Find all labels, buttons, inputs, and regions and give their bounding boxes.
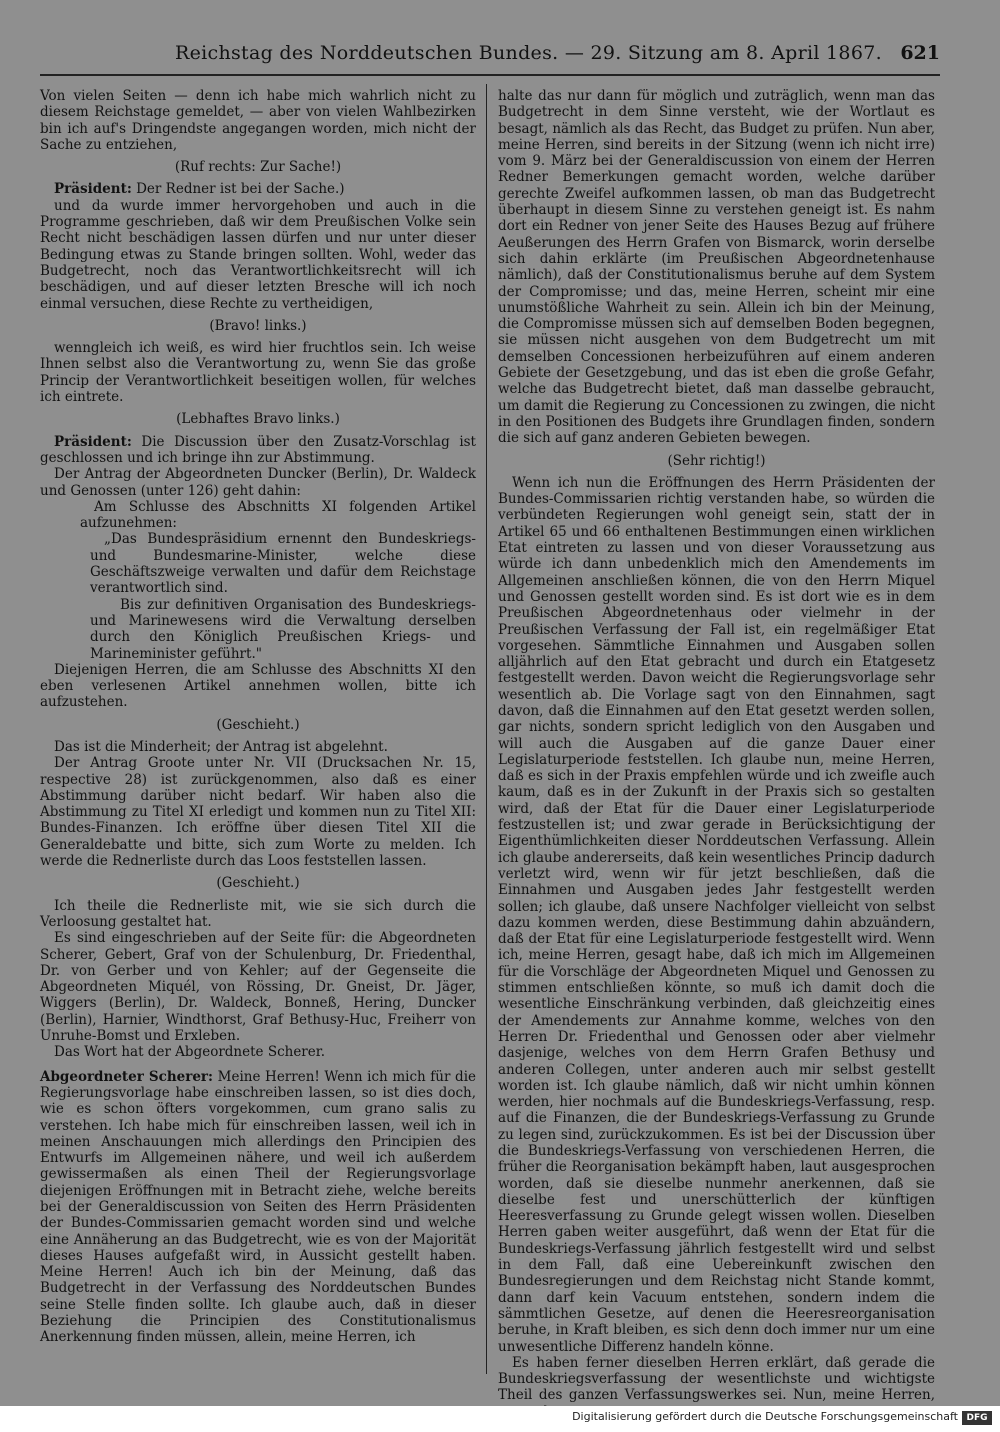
paragraph-text: Bis zur definitiven Organisation des Bundeskriegs- und Marinewesens wird die Verwaltung derselben durch den Königlich Preußischen Kriegs- und Marineminister geführt." [90,596,476,662]
interjection [40,411,476,427]
paragraph [40,340,476,405]
dfg-logo: DFG [962,1411,992,1425]
interjection [40,318,476,334]
motion-text [40,499,476,532]
paragraph-text: halte das nur dann für möglich und zuträglich, wenn man das Budgetrecht in dem Sinne versteht, wie der Wortlaut es besagt, nämlich als das Recht, das Budget zu prüfen. Nun aber, meine Herren, sind bereits in der Sitzung (wenn ich nicht irre) vom 9. März bei der Generaldiscussion von einem der Herren Redner Bemerkungen gemacht worden, welche darüber gerechte Zweifel aufkommen lassen, ob man das Budgetrecht überhaupt in diesem Sinne zu verstehen geneigt ist. Es nahm dort ein Redner von jener Seite des Hauses Bezug auf frühere Aeußerungen des Herrn Grafen von Bismarck, worin derselbe sich dahin erklärte (im Preußischen Abgeordnetenhause nämlich), daß der Constitutionalismus beruhe auf dem System der Compromisse; und das, meine Herren, scheint mir eine unumstößliche Wahrheit zu sein. Allein ich bin der Meinung, die Compromisse müssen sich auf demselben Boden begegnen, sie müssen nicht ausgehen von dem Budgetrecht um mit demselben Concessionen herbeizuführen auf einem anderen Gebiete der Gesetzgebung, und das ist eben die große Gefahr, welche das Budgetrecht bietet, daß man dasselbe gebraucht, um damit die Regierung zu Concessionen zu zwingen, die nicht in den Positionen des Budgets ihre Grundlagen finden, sondern die sich auf ganz anderen Gebieten bewegen. [498,88,935,447]
paragraph-text: Der Redner ist bei der Sache.) [131,181,345,198]
paragraph-text: Ich theile die Rednerliste mit, wie sie sich durch die Verloosung gestaltet hat. [40,897,476,930]
paragraph-text: Von vielen Seiten — denn ich habe mich wahrlich nicht zu diesem Reichstage gemeldet, — aber von vielen Wahlbezirken bin ich auf's Dringendste angegangen worden, mich nicht der Sache zu entziehen, [40,88,476,153]
column-divider [486,84,487,1374]
paragraph-text: Diejenigen Herren, die am Schlusse des Abschnitts XI den eben verlesenen Artikel annehmen wollen, bitte ich aufzustehen. [40,661,476,711]
interjection [40,717,476,733]
speaker-label: Präsident: [54,433,132,450]
paragraph [40,739,476,755]
paragraph [40,466,476,499]
page-header [40,40,940,76]
interjection [40,875,476,891]
paragraph [40,198,476,312]
page-number: 621 [900,42,940,64]
footer [0,1406,1000,1432]
quoted-article [40,531,476,596]
paragraph-text: Wenn ich nun die Eröffnungen des Herrn Präsidenten der Bundes-Commissarien richtig verstanden habe, so würden die verbündeten Regierungen wohl geneigt sein, statt der in Artikel 65 und 66 enthaltenen Bestimmungen einen wirklichen Etat eintreten zu lassen und von dieser Voraussetzung aus würde ich dann unbedenklich mich den Amendements im Allgemeinen anschließen können, die von den Herrn Miquel und Genossen gestellt worden sind. Es ist dort wie es in dem Preußischen Abgeordnetenhaus oder vielmehr in der Preußischen Verfassung der Fall ist, ein regelmäßiger Etat vorgesehen. Sämmtliche Einnahmen und Ausgaben sollen alljährlich auf den Etat gebracht und durch ein Etatgesetz festgestellt werden. Davon weicht die Regierungsvorlage sehr wesentlich ab. Die Vorlage sagt von den Einnahmen, sagt davon, daß die Einnahmen auf den Etat gesetzt werden sollen, gar nichts, sondern spricht lediglich von den Ausgaben und will auch die Ausgaben auf die ganze Dauer einer Legislaturperiode feststellen. Ich glaube nun, meine Herren, daß es sich in der Praxis empfehlen würde und ich zweifle auch kaum, daß es in der Zukunft in der Praxis sich so gestalten wird, daß der Etat für die Dauer einer Legislaturperiode festzustellen ist; und zwar gerade in Berücksichtigung der Eigenthümlichkeiten dieser Norddeutschen Verfassung. Allein ich glaube andererseits, daß kein wesentliches Princip dadurch verletzt wird, wenn wir für jetzt beschließen, daß die Einnahmen und Ausgaben jedes Jahr festgestellt werden sollen; ich glaube, daß unsere Nachfolger vielleicht von selbst dazu kommen werden, diese Bestimmung dahin abzuändern, daß der Etat für eine Legislaturperiode festgestellt wird. Wenn ich, meine Herren, gesagt habe, daß ich mich im Allgemeinen für die Vorschläge der Abgeordneten Miquel und Genossen zu stimmen entschließen könnte, so muß ich damit doch die wesentliche Einschränkung verbinden, daß gleichzeitig eines der Amendements zur Annahme komme, welches von den Herren Dr. Friedenthal und Genossen oder aber vielmehr dasjenige, welches von dem Herrn Grafen Bethusy und anderen Collegen, unter anderen auch mir selbst gestellt worden ist. Ich glaube nämlich, daß wir nicht umhin können werden, hier nochmals auf die Bundeskriegs-Verfassung, resp. auf die Finanzen, die der Bundeskriegs-Verfassung zu Grunde zu legen sind, zurückzukommen. Es ist bei der Discussion über die Bundeskriegs-Verfassung von verschiedenen Herren, die früher die Reorganisation bekämpft haben, laut ausgesprochen worden, daß sie dieselbe nunmehr anerkennen, daß sie dieselbe fest und unerschütterlich der künftigen Heeresverfassung zu Grunde gelegt wissen wollen. Dieselben Herren gaben weiter ausgeführt, daß wenn der Etat für die Bundeskriegs-Verfassung jährlich festgestellt wird und selbst in dem Fall, daß eine Uebereinkunft zwischen den Bundesregierungen und dem Reichstag nicht Stande kommt, dann darf kein Vacuum entstehen, sondern indem die sämmtlichen Gesetze, auf denen die Heeresreorganisation beruhe, in Kraft bleiben, es sich denn doch immer nur um eine unwesentliche Differenz handeln könne. [498,474,935,1355]
paragraph [40,755,476,869]
paragraph-text: (Sehr richtig!) [667,452,766,469]
quoted-article [40,597,476,662]
paragraph [40,898,476,931]
left-column [40,88,476,1346]
paragraph [40,1069,476,1346]
paragraph [498,475,935,1355]
paragraph-text: (Bravo! links.) [209,317,307,334]
paragraph-text: (Lebhaftes Bravo links.) [176,411,340,428]
paragraph [498,88,935,447]
paragraph [40,1044,476,1060]
speaker-label: Präsident: [54,181,132,198]
spacer [40,1061,476,1069]
paragraph [40,930,476,1044]
paragraph-text: Am Schlusse des Abschnitts XI folgenden Artikel aufzunehmen: [80,498,476,532]
interjection [40,159,476,175]
paragraph-text: (Geschieht.) [216,875,300,892]
paragraph-text: (Geschieht.) [216,716,300,733]
paragraph [40,88,476,153]
paragraph-text: „Das Bundespräsidium ernennt den Bundeskriegs- und Bundesmarine-Minister, welche diese Geschäftszweige verwalten und dafür dem Reichstage verantwortlich sind. [90,531,476,597]
paragraph-text: und da wurde immer hervorgehoben und auch in die Programme geschrieben, daß wir dem Preußischen Volke sein Recht nicht beschädigen lassen dürfen und nur unter dieser Bedingung etwas zu Stande bringen sollten. Wohl, weder das Budgetrecht, noch das Verantwortlichkeitsrecht will ich beschädigen, und auf dieser letzten Bresche will ich noch einmal versuchen, diese Rechte zu vertheidigen, [40,197,476,312]
paragraph-text: Es haben ferner dieselben Herren erklärt, daß gerade die Bundeskriegsverfassung der wesentlichste und wichtigste Theil des ganzen Verfassungswerkes sei. Nun, meine Herren, [498,1354,935,1404]
paragraph-text: Der Antrag der Abgeordneten Duncker (Berlin), Dr. Waldeck und Genossen (unter 126) geht dahin: [40,466,476,499]
paragraph [40,434,476,467]
paragraph-text: Es sind eingeschrieben auf der Seite für: die Abgeordneten Scherer, Gebert, Graf von der Schulenburg, Dr. Friedenthal, Dr. von Gerber und von Kehler; auf der Gegenseite die Abgeordneten Miquél, von Rössing, Dr. Gneist, Dr. Jäger, Wiggers (Berlin), Dr. Waldeck, Bonneß, Hering, Duncker (Berlin), Harnier, Windthorst, Graf Bethusy-Huc, Freiherr von Unruhe-Bomst und Erxleben. [40,930,476,1045]
paragraph [40,181,476,197]
funding-note: Digitalisierung gefördert durch die Deutsche Forschungsgemeinschaft [572,1410,958,1423]
right-column [498,88,935,1420]
paragraph-text: (Ruf rechts: Zur Sache!) [174,159,342,176]
running-title: Reichstag des Norddeutschen Bundes. — 29. Sitzung am 8. April 1867. [175,42,882,64]
paragraph-text: Meine Herren! Wenn ich mich für die Regierungsvorlage habe einschreiben lassen, so ist dies doch, wie es schon öfters vorgekommen, cum grano salis zu verstehen. Ich habe mich für einschreiben lassen, weil ich in meinen Anschauungen mich allerdings den Principien des Entwurfs im Allgemeinen nähere, und weil ich außerdem gewissermaßen als einen Theil der Regierungsvorlage diejenigen Eröffnungen mit in Betracht ziehe, welche bereits bei der Generaldiscussion von Seiten des Herrn Präsidenten der Bundes-Commissarien gemacht worden sind und welche eine Annäherung an das Budgetrecht, wie es von der Majorität dieses Hauses aufgefaßt wird, in Aussicht gestellt haben. Meine Herren! Auch ich bin der Meinung, daß das Budgetrecht in der Verfassung des Norddeutschen Bundes seine Stelle finden sollte. Ich glaube auch, daß in dieser Beziehung die Principien des Constitutionalismus Anerkennung finden müssen, allein, meine Herren, ich [40,1068,477,1346]
speaker-label: Abgeordneter Scherer: [40,1068,214,1085]
paragraph-text: Die Discussion über den Zusatz-Vorschlag ist geschlossen und ich bringe ihn zur Abstimmung. [40,433,476,466]
interjection [498,453,935,469]
paragraph-text: wenngleich ich weiß, es wird hier fruchtlos sein. Ich weise Ihnen selbst also die Verantwortung zu, wenn Sie das große Princip der Verantwortlichkeit beseitigen wollen, für welches ich eintrete. [40,340,476,406]
paragraph-text: Das ist die Minderheit; der Antrag ist abgelehnt. [54,738,388,755]
paragraph-text: Der Antrag Groote unter Nr. VII (Drucksachen Nr. 15, respective 28) ist zurückgenommen, also daß es einer Abstimmung darüber nicht bedarf. Wir haben also die Abstimmung zu Titel XI erledigt und kommen nun zu Titel XII: Bundes-Finanzen. Ich eröffne über diesen Titel XII die Generaldebatte und bitte, sich zum Worte zu melden. Ich werde die Rednerliste durch das Loos feststellen lassen. [40,755,476,870]
paragraph [40,662,476,711]
paragraph-text: Das Wort hat der Abgeordnete Scherer. [54,1044,326,1061]
